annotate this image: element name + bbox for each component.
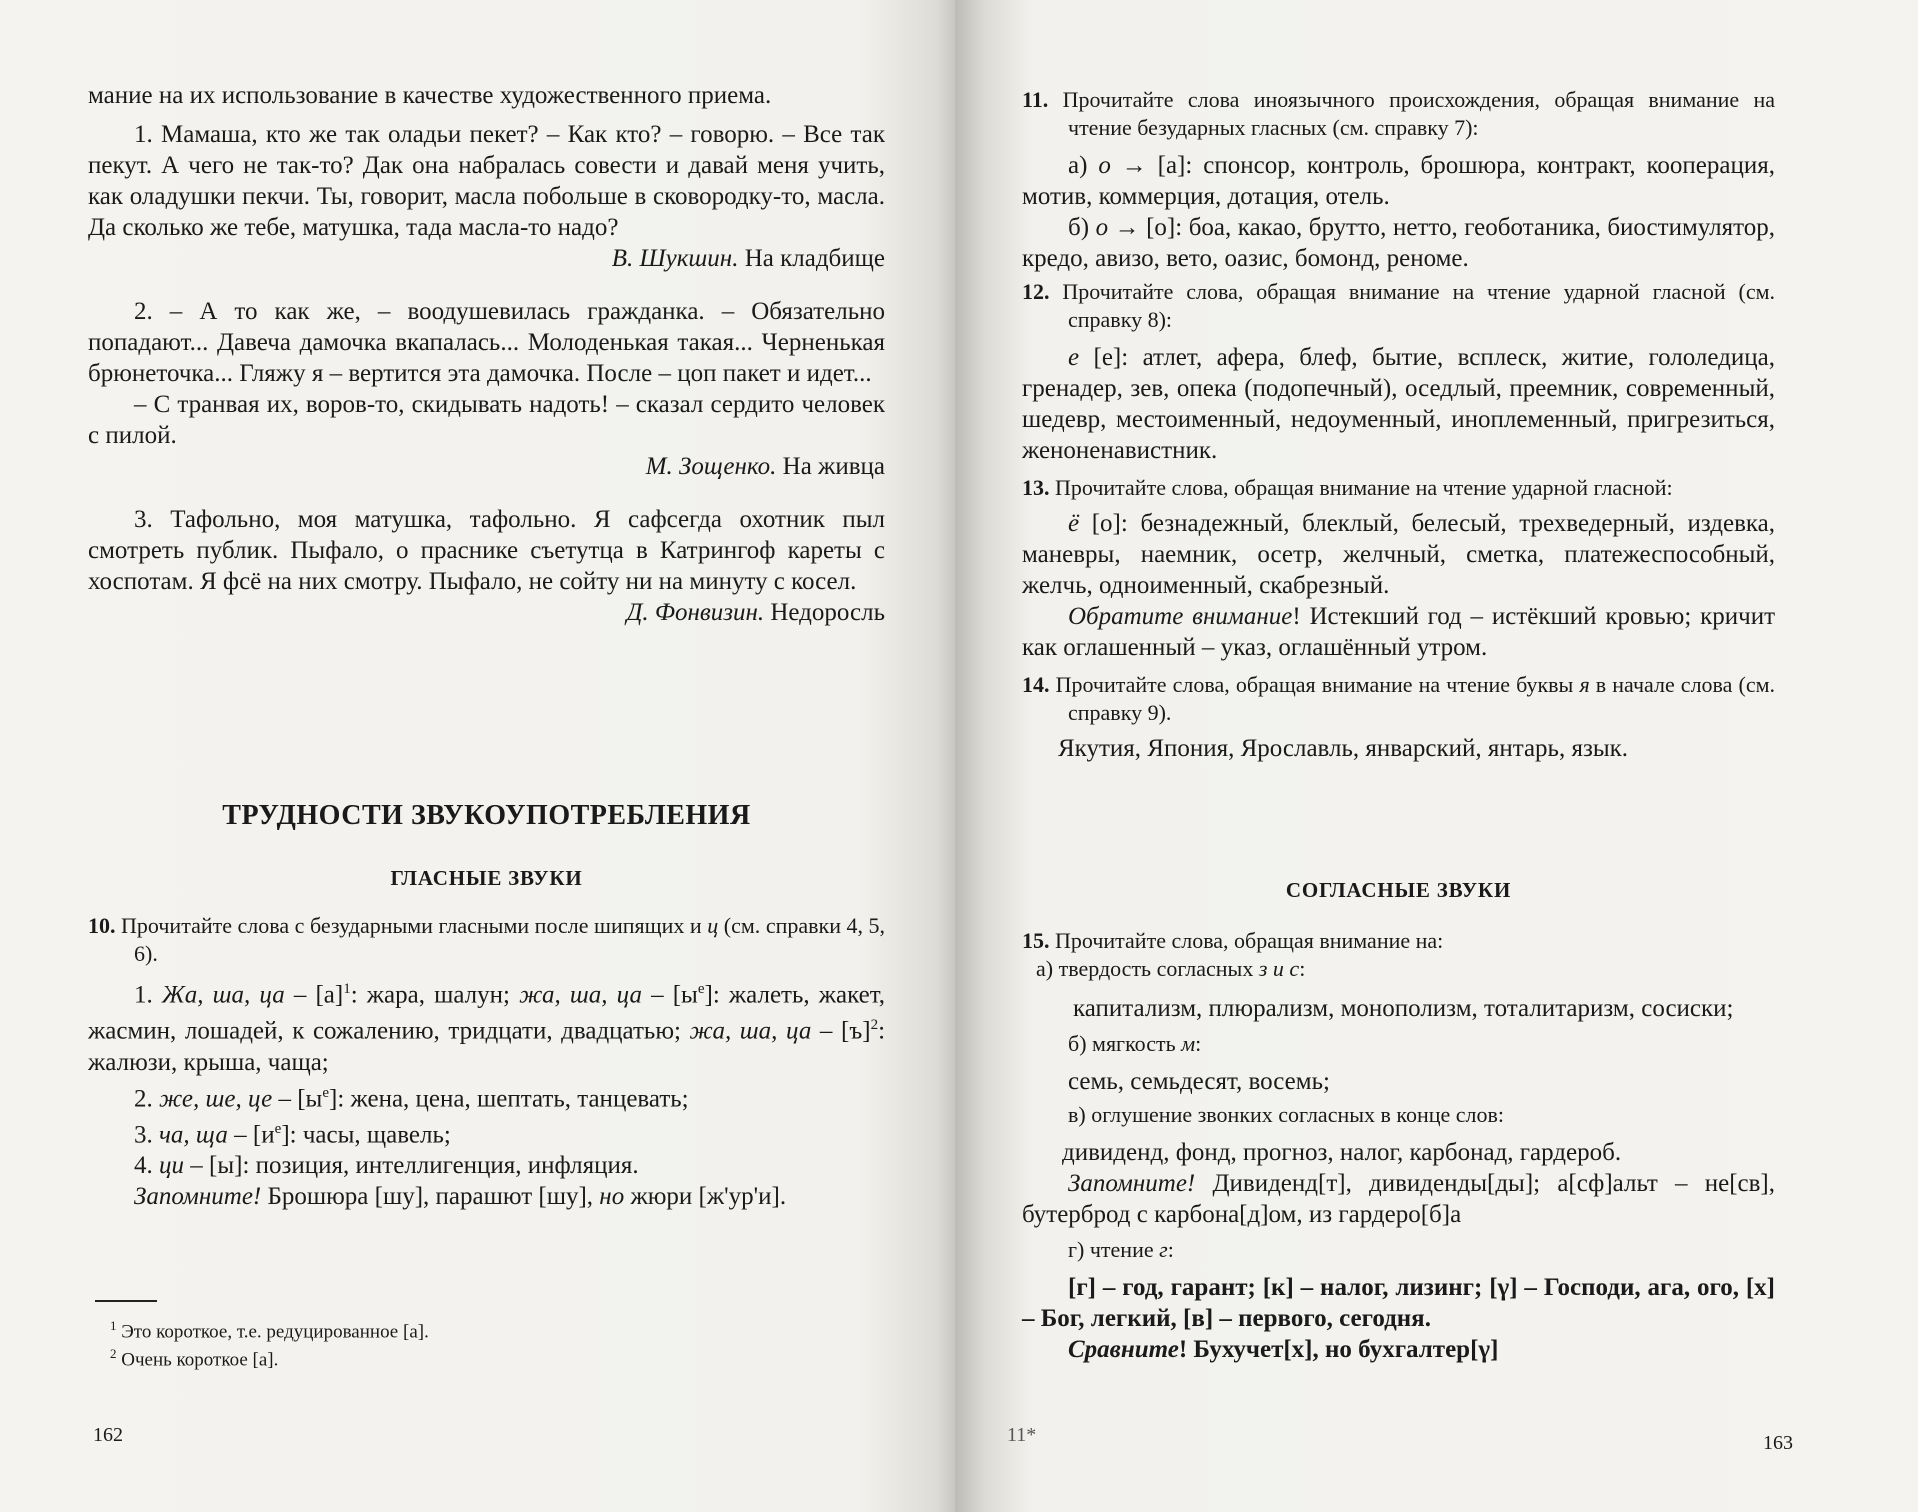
exercise-15-c: в) оглушение звонких согласных в конце слов: xyxy=(1068,1102,1505,1127)
exercise-11-a-letter: о xyxy=(1098,152,1111,179)
right-page xyxy=(955,0,1918,1512)
rule-1-words-a: : жара, шалун; xyxy=(350,981,510,1009)
compare-text: ! Бухучет[х], но бухгалтер[γ] xyxy=(1178,1336,1499,1363)
exercise-11-prompt xyxy=(1022,86,1775,142)
exercise-15-b-letter: м xyxy=(1181,1031,1196,1056)
author-1: В. Шукшин. xyxy=(611,245,739,272)
footnote-2-text: Очень короткое [а]. xyxy=(121,1349,279,1371)
quote-2a: 2. – А то как же, – воодушевилась гражданка. – Обязательно попадают... Давеча дамочка вкапалась... Молоденькая такая... Черненькая брюнеточка... Гляжу я – вертится эта дамочка. После – цоп пакет и идет... xyxy=(88,298,885,387)
exercise-15-text: Прочитайте слова, обращая внимание на: xyxy=(1055,928,1444,953)
exercise-13-words xyxy=(1022,508,1775,601)
remember-label-right: Запомните! xyxy=(1068,1170,1196,1197)
exercise-11-a xyxy=(1022,150,1775,212)
exercise-10-tail: (см. справки 4, 5, 6). xyxy=(134,913,886,966)
exercise-11-a-words: → [а]: спонсор, контроль, брошюра, контракт, кооперация, мотив, коммерция, дотация, отель. xyxy=(1022,152,1775,210)
exercise-10-prompt xyxy=(88,912,885,968)
rule-1-sound-c: – [ъ] xyxy=(819,1017,871,1045)
exercise-15-b xyxy=(1022,1030,1775,1058)
rule-1-words-c: : жалюзи, крыша, чаща; xyxy=(88,1017,886,1076)
footnote-1-number: 1 xyxy=(110,1318,117,1333)
exercise-15-d-words: [г] – год, гарант; [к] – налог, лизинг; [γ] – Господи, ага, ого, [х] – Бог, легкий, [в] – первого, сегодня. xyxy=(1022,1274,1775,1332)
exercise-15-a xyxy=(1022,955,1775,983)
exercise-10-text: Прочитайте слова с безударными гласными после шипящих и xyxy=(121,913,702,938)
quote-2b: – С транвая их, воров-то, скидывать надоть! – сказал сердито человек с пилой. xyxy=(88,391,885,449)
remember-label-left: Запомните! xyxy=(134,1183,262,1211)
rule-3-letters: ча, ща xyxy=(159,1121,228,1149)
page-number-right: 163 xyxy=(1763,1432,1793,1454)
exercise-10-number: 10. xyxy=(88,913,116,938)
rule-1-letters-b: жа, ша, ца xyxy=(519,981,642,1009)
exercise-14-tail: в начале слова (см. справку 9). xyxy=(1068,672,1776,725)
exercise-12-number: 12. xyxy=(1022,279,1050,304)
remember-note-left xyxy=(88,1181,885,1212)
footnote-ref-2: 2 xyxy=(870,1017,879,1034)
rule-3-words: ]: часы, щавель; xyxy=(281,1121,451,1149)
quote-3: 3. Тафольно, моя матушка, тафольно. Я сафсегда охотник пыл смотреть публик. Пыфало, о праснике съетутца в Катрингоф кареты с хоспотам. Я фсё на них смотру. Пыфало, не сойту ни на минуту с косел. xyxy=(88,506,885,595)
exercise-12-prompt xyxy=(1022,278,1775,334)
remember-text-right: Дивиденд[т], дивиденды[ды]; а[сф]альт – не[св], бутерброд с карбона[д]ом, из гардеро[б]а xyxy=(1022,1170,1776,1228)
rule-3 xyxy=(88,1114,885,1150)
exercise-11-number: 11. xyxy=(1022,87,1049,112)
rule-2-words: ]: жена, цена, шептать, танцевать; xyxy=(329,1084,689,1112)
exercise-13-letter: ё xyxy=(1068,510,1080,537)
title-2: На живца xyxy=(782,453,885,480)
footnote-2 xyxy=(110,1346,278,1371)
remember-text-left-b: жюри [ж'ур'и]. xyxy=(630,1183,787,1211)
attention-label: Обратите внимание xyxy=(1068,603,1293,630)
exercise-14-prompt xyxy=(1022,671,1775,727)
rule-2-sup-e: е xyxy=(322,1084,330,1101)
title-3: Недоросль xyxy=(770,599,885,626)
exercise-13-text: Прочитайте слова, обращая внимание на чтение ударной гласной: xyxy=(1055,475,1673,500)
quote-1: 1. Мамаша, кто же так оладьи пекет? – Как кто? – говорю. – Все так пекут. А чего не так-то? Дак она набралась совести и давай меня учить, как оладушки пекчи. Ты, говорит, масла побольше в сковородку-то, масла. Да сколько же тебе, матушка, тада масла-то надо? xyxy=(88,121,885,241)
footnote-ref-1: 1 xyxy=(343,981,351,997)
rule-4-lead: 4. xyxy=(134,1152,153,1180)
rule-4-words: – [ы]: позиция, интеллигенция, инфляция. xyxy=(190,1152,639,1180)
footnote-rule xyxy=(95,1300,157,1302)
exercise-15-b-colon: : xyxy=(1195,1031,1202,1056)
exercise-12-list: [е]: атлет, афера, блеф, бытие, всплеск, житие, гололедица, гренадер, зев, опека (подопечный), оседлый, преемник, современный, шедевр, местоименный, недоуменный, иноплеменный, пригрезиться, женоненавистник. xyxy=(1022,344,1775,464)
exercise-11-b-label: б) xyxy=(1068,214,1090,241)
exercise-14-text: Прочитайте слова, обращая внимание на чтение буквы xyxy=(1055,672,1574,697)
exercise-12-words xyxy=(1022,342,1775,466)
attribution-1 xyxy=(88,243,885,274)
exercise-15-d-colon: : xyxy=(1167,1237,1174,1262)
rule-2-letters: же, ше, це xyxy=(159,1084,273,1112)
rule-3-sound: – [и xyxy=(234,1121,275,1149)
exercise-15-b-words: семь, семьдесят, восемь; xyxy=(1068,1068,1330,1095)
exercise-11-text: Прочитайте слова иноязычного происхождения, обращая внимание на чтение безударных гласных (см. справку 7): xyxy=(1062,87,1776,140)
exercise-13-list: [о]: безнадежный, блеклый, белесый, трехведерный, издевка, маневры, наемник, осетр, желчный, сметка, платежеспособный, желчь, одноименный, скабрезный. xyxy=(1022,510,1775,599)
exercise-15-d xyxy=(1022,1236,1775,1264)
signature-mark: 11* xyxy=(1007,1424,1037,1446)
remember-note-right xyxy=(1022,1168,1775,1230)
exercise-11-a-label: а) xyxy=(1068,152,1088,179)
rule-4 xyxy=(88,1150,885,1181)
section-heading: ТРУДНОСТИ ЗВУКОУПОТРЕБЛЕНИЯ xyxy=(222,800,751,831)
rule-1-sound-a: – [а] xyxy=(293,981,344,1009)
rule-3-lead: 3. xyxy=(134,1121,153,1149)
author-2: М. Зощенко. xyxy=(645,453,777,480)
exercise-12-text: Прочитайте слова, обращая внимание на чтение ударной гласной (см. справку 8): xyxy=(1062,279,1775,332)
page-number-left: 162 xyxy=(93,1424,123,1446)
rule-2 xyxy=(88,1078,885,1114)
exercise-14-letter: я xyxy=(1579,672,1590,697)
exercise-14-words: Якутия, Япония, Ярославль, январский, янтарь, язык. xyxy=(1058,735,1629,762)
exercise-13-number: 13. xyxy=(1022,475,1050,500)
remember-text-left-a: Брошюра [шу], парашют [шу], xyxy=(267,1183,594,1211)
rule-3-sup-e: е xyxy=(274,1120,282,1137)
author-3: Д. Фонвизин. xyxy=(626,599,765,626)
footnote-1 xyxy=(110,1318,429,1343)
compare-note xyxy=(1022,1334,1775,1365)
consonants-subheading: СОГЛАСНЫЕ ЗВУКИ xyxy=(1285,878,1512,902)
compare-label: Сравните xyxy=(1068,1336,1179,1363)
exercise-14-number: 14. xyxy=(1022,672,1050,697)
exercise-10-ts: ц xyxy=(707,913,719,938)
attribution-3 xyxy=(88,597,885,628)
exercise-15-a-text: а) твердость согласных xyxy=(1036,956,1254,981)
exercise-10 xyxy=(88,912,885,1212)
rule-1-letters-c: жа, ша, ца xyxy=(689,1017,812,1045)
exercise-15-a-letters: з и с xyxy=(1258,956,1300,981)
title-1: На кладбище xyxy=(744,245,885,272)
exercise-15-a-colon: : xyxy=(1299,956,1306,981)
rule-1-lead: 1. xyxy=(134,981,153,1009)
exercise-15-prompt xyxy=(1022,927,1775,955)
rule-1-words-b: ]: жалеть, жакет, жасмин, лошадей, к сожалению, тридцати, двадцатью; xyxy=(88,981,886,1045)
footnote-2-number: 2 xyxy=(110,1346,117,1361)
right-text-top xyxy=(1022,86,1775,764)
attention-note xyxy=(1022,601,1775,663)
exercise-15-b-text: б) мягкость xyxy=(1068,1031,1176,1056)
intro-paragraph: мание на их использование в качестве художественного приема. xyxy=(88,82,772,109)
left-text-top xyxy=(88,80,885,628)
exercise-12-letter: е xyxy=(1068,344,1080,371)
rule-4-letters: ци xyxy=(159,1152,184,1180)
exercise-11-b xyxy=(1022,212,1775,274)
rule-2-sound: – [ы xyxy=(278,1084,323,1112)
attention-text: ! Истекший год – истёкший кровью; кричит как оглашенный – указ, оглашённый утром. xyxy=(1022,603,1776,661)
exercise-11-b-words: → [о]: боа, какао, брутто, нетто, геоботаника, биостимулятор, кредо, авизо, вето, оазис, бомонд, реноме. xyxy=(1022,214,1775,272)
rule-1-letters-a: Жа, ша, ца xyxy=(161,981,285,1009)
exercise-15-d-text: г) чтение xyxy=(1068,1237,1154,1262)
rule-1-sound-b: – [ы xyxy=(651,981,698,1009)
vowels-subheading: ГЛАСНЫЕ ЗВУКИ xyxy=(390,866,583,890)
exercise-15-c-words: дивиденд, фонд, прогноз, налог, карбонад, гардероб. xyxy=(1062,1139,1622,1166)
exercise-15-d-letter: г xyxy=(1159,1237,1168,1262)
exercise-13-prompt xyxy=(1022,474,1775,502)
rule-1 xyxy=(88,974,885,1078)
remember-but: но xyxy=(599,1183,625,1211)
left-page xyxy=(0,0,955,1512)
footnote-1-text: Это короткое, т.е. редуцированное [а]. xyxy=(121,1321,429,1343)
rule-2-lead: 2. xyxy=(134,1084,153,1112)
exercise-15 xyxy=(1022,927,1775,1365)
exercise-11-b-letter: о xyxy=(1095,214,1109,241)
exercise-15-a-words: капитализм, плюрализм, монополизм, тоталитаризм, сосиски; xyxy=(1073,995,1734,1022)
rule-1-sup-e: е xyxy=(697,981,705,997)
exercise-15-number: 15. xyxy=(1022,928,1050,953)
attribution-2 xyxy=(88,451,885,482)
